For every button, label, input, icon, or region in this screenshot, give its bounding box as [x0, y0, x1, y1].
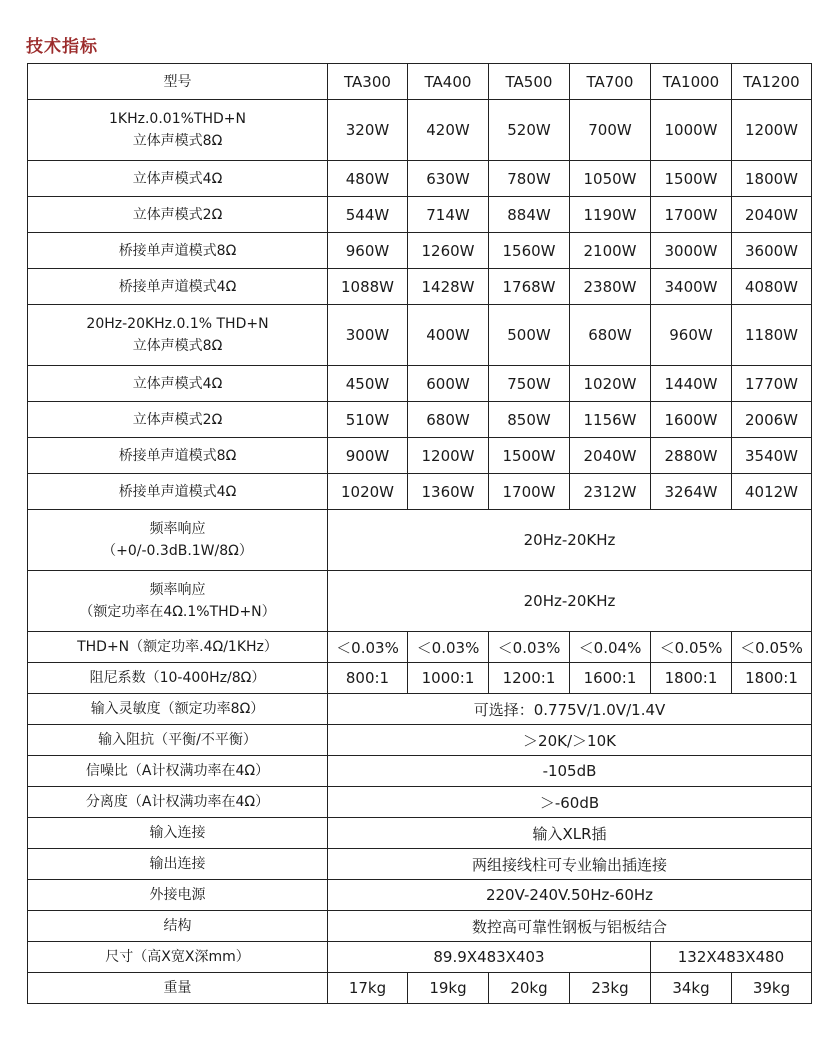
cell-value: 1020W — [570, 366, 651, 402]
cell-value: 510W — [328, 402, 408, 438]
cell-value: 1700W — [651, 197, 732, 233]
cell-value: 300W — [328, 305, 408, 366]
cell-value: 1360W — [408, 474, 489, 510]
power-row — [28, 438, 812, 474]
cell-value: 19kg — [408, 973, 489, 1004]
spec-row — [28, 911, 812, 942]
cell-value: 800:1 — [328, 663, 408, 694]
power-row — [28, 197, 812, 233]
cell-value: 400W — [408, 305, 489, 366]
row-value: ＞20K/＞10K — [328, 725, 812, 756]
cell-value: 1770W — [732, 366, 812, 402]
cell-value: 520W — [489, 100, 570, 161]
model-header: TA400 — [408, 64, 489, 100]
row-value: 20Hz-20KHz — [328, 510, 812, 571]
cell-value: 17kg — [328, 973, 408, 1004]
model-header: TA300 — [328, 64, 408, 100]
row-label: 立体声模式2Ω — [28, 402, 328, 438]
row-label: 20Hz-20KHz.0.1% THD+N 立体声模式8Ω — [28, 305, 328, 366]
row-value: 输入XLR插 — [328, 818, 812, 849]
power-row — [28, 269, 812, 305]
cell-value: 1800W — [732, 161, 812, 197]
cell-value: 1260W — [408, 233, 489, 269]
row-label: 桥接单声道模式8Ω — [28, 438, 328, 474]
power-row — [28, 233, 812, 269]
row-label: 输入灵敏度（额定功率8Ω） — [28, 694, 328, 725]
row-value: 数控高可靠性钢板与铝板结合 — [328, 911, 812, 942]
cell-value: 3000W — [651, 233, 732, 269]
model-header: TA1200 — [732, 64, 812, 100]
row-label: 桥接单声道模式4Ω — [28, 474, 328, 510]
power-row — [28, 305, 812, 366]
cell-value: 480W — [328, 161, 408, 197]
cell-value: 23kg — [570, 973, 651, 1004]
damping-row — [28, 663, 812, 694]
cell-value: 1190W — [570, 197, 651, 233]
cell-value: 2880W — [651, 438, 732, 474]
cell-value: 714W — [408, 197, 489, 233]
size-row — [28, 942, 812, 973]
cell-value: 1020W — [328, 474, 408, 510]
cell-value: 3400W — [651, 269, 732, 305]
row-value: 220V-240V.50Hz-60Hz — [328, 880, 812, 911]
freq-response-row — [28, 510, 812, 571]
row-label: 信噪比（A计权满功率在4Ω） — [28, 756, 328, 787]
row-label: 结构 — [28, 911, 328, 942]
row-label: 立体声模式4Ω — [28, 161, 328, 197]
cell-value: 1200:1 — [489, 663, 570, 694]
cell-value: 1800:1 — [732, 663, 812, 694]
thd-row — [28, 632, 812, 663]
spec-row — [28, 849, 812, 880]
cell-value: 2040W — [732, 197, 812, 233]
cell-value: 500W — [489, 305, 570, 366]
cell-value: ＜0.05% — [651, 632, 732, 663]
cell-value: 39kg — [732, 973, 812, 1004]
cell-value: 450W — [328, 366, 408, 402]
cell-value: 960W — [328, 233, 408, 269]
cell-value: ＜0.04% — [570, 632, 651, 663]
cell-value: 900W — [328, 438, 408, 474]
row-label: 外接电源 — [28, 880, 328, 911]
cell-value: 850W — [489, 402, 570, 438]
spec-row — [28, 880, 812, 911]
freq-response-row — [28, 571, 812, 632]
spec-row — [28, 694, 812, 725]
cell-value: 600W — [408, 366, 489, 402]
cell-value: 1156W — [570, 402, 651, 438]
row-label: 桥接单声道模式8Ω — [28, 233, 328, 269]
cell-value: 630W — [408, 161, 489, 197]
power-row — [28, 366, 812, 402]
spec-row — [28, 725, 812, 756]
cell-value: 1440W — [651, 366, 732, 402]
row-value: 132X483X480 — [651, 942, 812, 973]
cell-value: 1500W — [651, 161, 732, 197]
weight-row — [28, 973, 812, 1004]
cell-value: 4080W — [732, 269, 812, 305]
cell-value: 750W — [489, 366, 570, 402]
row-label: 输出连接 — [28, 849, 328, 880]
cell-value: 680W — [570, 305, 651, 366]
cell-value: 884W — [489, 197, 570, 233]
model-header: TA500 — [489, 64, 570, 100]
row-value: 89.9X483X403 — [328, 942, 651, 973]
cell-value: 2380W — [570, 269, 651, 305]
cell-value: 960W — [651, 305, 732, 366]
power-row — [28, 161, 812, 197]
section-title: 技术指标 — [26, 37, 98, 57]
cell-value: ＜0.03% — [328, 632, 408, 663]
header-label: 型号 — [28, 64, 328, 100]
spec-row — [28, 787, 812, 818]
cell-value: 34kg — [651, 973, 732, 1004]
power-row — [28, 474, 812, 510]
row-label: 立体声模式2Ω — [28, 197, 328, 233]
row-label: 频率响应 （+0/-0.3dB.1W/8Ω） — [28, 510, 328, 571]
model-header: TA700 — [570, 64, 651, 100]
cell-value: 1600:1 — [570, 663, 651, 694]
cell-value: 4012W — [732, 474, 812, 510]
cell-value: 1000W — [651, 100, 732, 161]
row-label: 桥接单声道模式4Ω — [28, 269, 328, 305]
cell-value: 1800:1 — [651, 663, 732, 694]
cell-value: 20kg — [489, 973, 570, 1004]
cell-value: 1700W — [489, 474, 570, 510]
row-value: 可选择：0.775V/1.0V/1.4V — [328, 694, 812, 725]
row-label: 阻尼系数（10-400Hz/8Ω） — [28, 663, 328, 694]
row-label: 1KHz.0.01%THD+N 立体声模式8Ω — [28, 100, 328, 161]
header-row — [28, 64, 812, 100]
row-label: THD+N（额定功率.4Ω/1KHz） — [28, 632, 328, 663]
cell-value: 1500W — [489, 438, 570, 474]
cell-value: 1768W — [489, 269, 570, 305]
cell-value: ＜0.03% — [489, 632, 570, 663]
cell-value: 680W — [408, 402, 489, 438]
cell-value: 1200W — [408, 438, 489, 474]
row-label: 重量 — [28, 973, 328, 1004]
row-value: -105dB — [328, 756, 812, 787]
cell-value: 780W — [489, 161, 570, 197]
cell-value: 1560W — [489, 233, 570, 269]
row-label: 尺寸（高X宽X深mm） — [28, 942, 328, 973]
cell-value: 544W — [328, 197, 408, 233]
cell-value: 1000:1 — [408, 663, 489, 694]
cell-value: 3600W — [732, 233, 812, 269]
cell-value: 1180W — [732, 305, 812, 366]
spec-row — [28, 756, 812, 787]
cell-value: 3264W — [651, 474, 732, 510]
cell-value: ＜0.03% — [408, 632, 489, 663]
row-value: 两组接线柱可专业输出插连接 — [328, 849, 812, 880]
row-label: 立体声模式4Ω — [28, 366, 328, 402]
power-row — [28, 100, 812, 161]
cell-value: 420W — [408, 100, 489, 161]
row-label: 输入连接 — [28, 818, 328, 849]
model-header: TA1000 — [651, 64, 732, 100]
row-label: 输入阻抗（平衡/不平衡） — [28, 725, 328, 756]
cell-value: 2040W — [570, 438, 651, 474]
cell-value: 1050W — [570, 161, 651, 197]
cell-value: ＜0.05% — [732, 632, 812, 663]
cell-value: 2312W — [570, 474, 651, 510]
cell-value: 2100W — [570, 233, 651, 269]
power-row — [28, 402, 812, 438]
spec-row — [28, 818, 812, 849]
cell-value: 1088W — [328, 269, 408, 305]
cell-value: 320W — [328, 100, 408, 161]
row-value: ＞-60dB — [328, 787, 812, 818]
spec-table — [27, 63, 812, 1004]
cell-value: 3540W — [732, 438, 812, 474]
row-value: 20Hz-20KHz — [328, 571, 812, 632]
cell-value: 1428W — [408, 269, 489, 305]
cell-value: 700W — [570, 100, 651, 161]
row-label: 分离度（A计权满功率在4Ω） — [28, 787, 328, 818]
cell-value: 1200W — [732, 100, 812, 161]
cell-value: 1600W — [651, 402, 732, 438]
cell-value: 2006W — [732, 402, 812, 438]
row-label: 频率响应 （额定功率在4Ω.1%THD+N） — [28, 571, 328, 632]
